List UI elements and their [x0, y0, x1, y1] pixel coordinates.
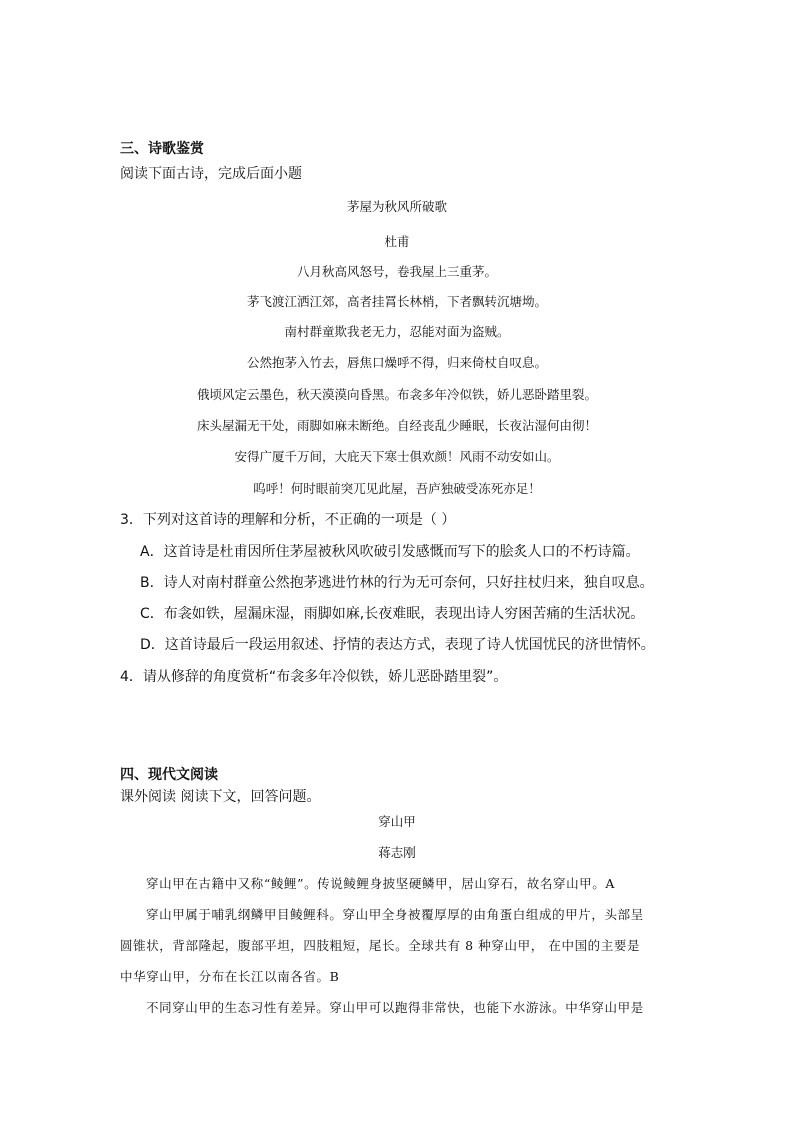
section-4-heading: 四、现代文阅读: [120, 767, 218, 783]
article-author: 蒋志刚: [378, 845, 416, 860]
poem-line: 床头屋漏无干处，雨脚如麻未断绝。自经丧乱少睡眠，长夜沾湿何由彻！: [196, 418, 597, 433]
poem-line: 安得广厦千万间，大庇天下寒士俱欢颜！风雨不动安如山。: [234, 449, 560, 464]
poem-title: 茅屋为秋风所破歌: [346, 199, 447, 214]
poem-line: 呜呼！何时眼前突兀见此屋，吾庐独破受冻死亦足！: [253, 481, 541, 496]
article-paragraph-line: 不同穿山甲的生态习性有差异。穿山甲可以跑得非常快，也能下水游泳。中华穿山甲是: [146, 1000, 644, 1015]
question-3-option-a: A．这首诗是杜甫因所住茅屋被秋风吹破引发感慨而写下的脍炙人口的不朽诗篇。: [140, 544, 640, 560]
poem-line: 俄顷风定云墨色，秋天漠漠向昏黑。布衾多年冷似铁，娇儿恶卧踏里裂。: [196, 387, 597, 402]
question-3-option-c: C．布衾如铁，屋漏床湿，雨脚如麻,长夜难眠，表现出诗人穷困苦痛的生活状况。: [140, 606, 645, 622]
article-paragraph-line: 中华穿山甲，分布在长江以南各省。B: [120, 969, 340, 984]
article-paragraph-line: 穿山甲属于哺乳纲鳞甲目鲮鲤科。穿山甲全身被覆厚厚的由角蛋白组成的甲片，头部呈: [146, 907, 644, 922]
article-paragraph-line: 圆锥状，背部隆起，腹部平坦，四肢粗短，尾长。全球共有 8 种穿山甲， 在中国的主要是: [120, 938, 641, 953]
article-paragraph: 穿山甲在古籍中又称“鲮鲤”。传说鲮鲤身披坚硬鳞甲，居山穿石，故名穿山甲。A: [146, 876, 616, 891]
article-title: 穿山甲: [378, 814, 416, 829]
poem-line: 八月秋高风怒号，卷我屋上三重茅。: [296, 264, 497, 279]
poem-line: 公然抱茅入竹去，唇焦口燥呼不得，归来倚杖自叹息。: [246, 355, 547, 370]
section-3-heading: 三、诗歌鉴赏: [120, 141, 204, 157]
question-3-option-d: D．这首诗最后一段运用叙述、抒情的表达方式，表现了诗人忧国忧民的济世情怀。: [140, 637, 655, 653]
poem-line: 茅飞渡江洒江郊，高者挂罥长林梢，下者飘转沉塘坳。: [246, 294, 547, 309]
poem-author: 杜甫: [384, 234, 410, 249]
section-3-instruction: 阅读下面古诗，完成后面小题: [120, 166, 302, 182]
question-3-stem: 3．下列对这首诗的理解和分析，不正确的一项是（ ）: [120, 512, 456, 528]
poem-line: 南村群童欺我老无力，忍能对面为盗贼。: [284, 324, 510, 339]
question-4: 4．请从修辞的角度赏析“布衾多年冷似铁，娇儿恶卧踏里裂”。: [120, 669, 508, 685]
question-3-option-b: B．诗人对南村群童公然抱茅逃进竹林的行为无可奈何，只好拄杖归来，独自叹息。: [140, 575, 654, 591]
section-4-instruction: 课外阅读 阅读下文，回答问题。: [120, 789, 321, 805]
